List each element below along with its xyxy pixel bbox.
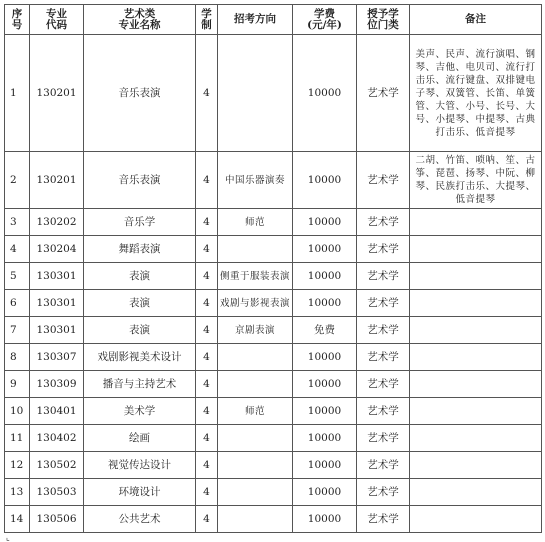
cell-degree: 艺术学: [357, 479, 410, 506]
table-row: [5, 263, 542, 290]
cell-name: 音乐学: [84, 209, 196, 236]
cell-code: 130401: [30, 398, 84, 425]
cell-remark: [410, 506, 542, 533]
header-years: 学 制: [196, 5, 218, 35]
cell-years: 4: [196, 152, 218, 209]
cell-fee: 10000: [293, 425, 357, 452]
header-name: 艺术类 专业名称: [84, 5, 196, 35]
cell-direction: [218, 371, 293, 398]
cell-name: 环境设计: [84, 479, 196, 506]
cell-years: 4: [196, 479, 218, 506]
cell-years: 4: [196, 290, 218, 317]
cell-remark: [410, 236, 542, 263]
cell-remark: 二胡、竹笛、唢呐、笙、古筝、琵琶、扬琴、中阮、柳琴、民族打击乐、大提琴、低音提琴: [410, 152, 542, 209]
cell-name: 舞蹈表演: [84, 236, 196, 263]
table-row: [5, 317, 542, 344]
cell-degree: 艺术学: [357, 452, 410, 479]
header-fee: 学费 (元/年): [293, 5, 357, 35]
cell-fee: 10000: [293, 371, 357, 398]
cell-code: 130506: [30, 506, 84, 533]
cell-degree: 艺术学: [357, 152, 410, 209]
header-seq: 序 号: [5, 5, 30, 35]
cell-years: 4: [196, 425, 218, 452]
cell-seq: 11: [5, 425, 30, 452]
header-remark: 备注: [410, 5, 542, 35]
cell-name: 美术学: [84, 398, 196, 425]
cell-name: 绘画: [84, 425, 196, 452]
table-row: [5, 452, 542, 479]
cell-fee: 10000: [293, 35, 357, 152]
cell-code: 130503: [30, 479, 84, 506]
cell-years: 4: [196, 263, 218, 290]
cell-name: 表演: [84, 317, 196, 344]
cell-remark: [410, 263, 542, 290]
cell-code: 130204: [30, 236, 84, 263]
cell-direction: [218, 344, 293, 371]
cell-remark: [410, 398, 542, 425]
cell-remark: [410, 425, 542, 452]
cell-seq: 13: [5, 479, 30, 506]
cell-fee: 10000: [293, 236, 357, 263]
cell-years: 4: [196, 398, 218, 425]
cell-code: 130301: [30, 263, 84, 290]
cell-seq: 6: [5, 290, 30, 317]
cell-code: 130201: [30, 152, 84, 209]
cell-degree: 艺术学: [357, 209, 410, 236]
cell-name: 音乐表演: [84, 35, 196, 152]
table-row: [5, 35, 542, 152]
cell-degree: 艺术学: [357, 506, 410, 533]
cell-degree: 艺术学: [357, 344, 410, 371]
cell-name: 表演: [84, 263, 196, 290]
cell-seq: 1: [5, 35, 30, 152]
cell-years: 4: [196, 452, 218, 479]
cell-years: 4: [196, 371, 218, 398]
cell-name: 音乐表演: [84, 152, 196, 209]
cell-code: 130201: [30, 35, 84, 152]
cell-degree: 艺术学: [357, 35, 410, 152]
cell-direction: [218, 479, 293, 506]
cell-fee: 10000: [293, 263, 357, 290]
cell-seq: 5: [5, 263, 30, 290]
cell-direction: [218, 425, 293, 452]
cell-seq: 4: [5, 236, 30, 263]
cell-direction: 中国乐器演奏: [218, 152, 293, 209]
cell-name: 公共艺术: [84, 506, 196, 533]
cell-seq: 12: [5, 452, 30, 479]
page-corner-mark: ⌞: [6, 533, 10, 542]
cell-degree: 艺术学: [357, 236, 410, 263]
table-row: [5, 209, 542, 236]
cell-fee: 10000: [293, 479, 357, 506]
cell-fee: 10000: [293, 452, 357, 479]
table-row: [5, 344, 542, 371]
cell-seq: 9: [5, 371, 30, 398]
cell-direction: [218, 35, 293, 152]
cell-fee: 10000: [293, 209, 357, 236]
cell-name: 播音与主持艺术: [84, 371, 196, 398]
table-row: [5, 425, 542, 452]
cell-code: 130502: [30, 452, 84, 479]
cell-seq: 2: [5, 152, 30, 209]
cell-code: 130301: [30, 317, 84, 344]
cell-code: 130301: [30, 290, 84, 317]
cell-degree: 艺术学: [357, 371, 410, 398]
cell-name: 戏剧影视美术设计: [84, 344, 196, 371]
cell-direction: [218, 452, 293, 479]
table-row: [5, 371, 542, 398]
cell-fee: 10000: [293, 398, 357, 425]
cell-direction: 戏剧与影视表演: [218, 290, 293, 317]
cell-seq: 10: [5, 398, 30, 425]
cell-degree: 艺术学: [357, 398, 410, 425]
majors-table: [4, 4, 542, 533]
cell-fee: 10000: [293, 506, 357, 533]
cell-fee: 10000: [293, 290, 357, 317]
header-direction: 招考方向: [218, 5, 293, 35]
cell-degree: 艺术学: [357, 317, 410, 344]
header-degree: 授予学 位门类: [357, 5, 410, 35]
cell-remark: 美声、民声、流行演唱、钢琴、吉他、电贝司、流行打击乐、流行键盘、双排键电子琴、双簧管、长笛、单簧管、大管、小号、长号、大号、小提琴、中提琴、古典打击乐、低音提琴: [410, 35, 542, 152]
table-row: [5, 152, 542, 209]
cell-degree: 艺术学: [357, 290, 410, 317]
cell-fee: 10000: [293, 344, 357, 371]
cell-direction: 侧重于服装表演: [218, 263, 293, 290]
cell-remark: [410, 317, 542, 344]
cell-remark: [410, 344, 542, 371]
cell-years: 4: [196, 209, 218, 236]
cell-years: 4: [196, 506, 218, 533]
cell-name: 视觉传达设计: [84, 452, 196, 479]
cell-name: 表演: [84, 290, 196, 317]
cell-fee: 10000: [293, 152, 357, 209]
cell-direction: 京剧表演: [218, 317, 293, 344]
cell-direction: 师范: [218, 398, 293, 425]
cell-years: 4: [196, 236, 218, 263]
cell-direction: [218, 236, 293, 263]
cell-code: 130309: [30, 371, 84, 398]
cell-degree: 艺术学: [357, 263, 410, 290]
cell-seq: 8: [5, 344, 30, 371]
cell-seq: 7: [5, 317, 30, 344]
table-row: [5, 236, 542, 263]
table-row: [5, 398, 542, 425]
cell-fee: 免费: [293, 317, 357, 344]
cell-direction: [218, 506, 293, 533]
cell-remark: [410, 452, 542, 479]
header-row: [5, 5, 542, 35]
cell-direction: 师范: [218, 209, 293, 236]
cell-remark: [410, 290, 542, 317]
cell-remark: [410, 479, 542, 506]
cell-degree: 艺术学: [357, 425, 410, 452]
cell-seq: 14: [5, 506, 30, 533]
cell-years: 4: [196, 35, 218, 152]
header-code: 专业 代码: [30, 5, 84, 35]
cell-remark: [410, 371, 542, 398]
table-row: [5, 479, 542, 506]
cell-years: 4: [196, 317, 218, 344]
cell-code: 130202: [30, 209, 84, 236]
table-row: [5, 290, 542, 317]
cell-seq: 3: [5, 209, 30, 236]
cell-years: 4: [196, 344, 218, 371]
table-row: [5, 506, 542, 533]
cell-code: 130402: [30, 425, 84, 452]
cell-remark: [410, 209, 542, 236]
cell-code: 130307: [30, 344, 84, 371]
